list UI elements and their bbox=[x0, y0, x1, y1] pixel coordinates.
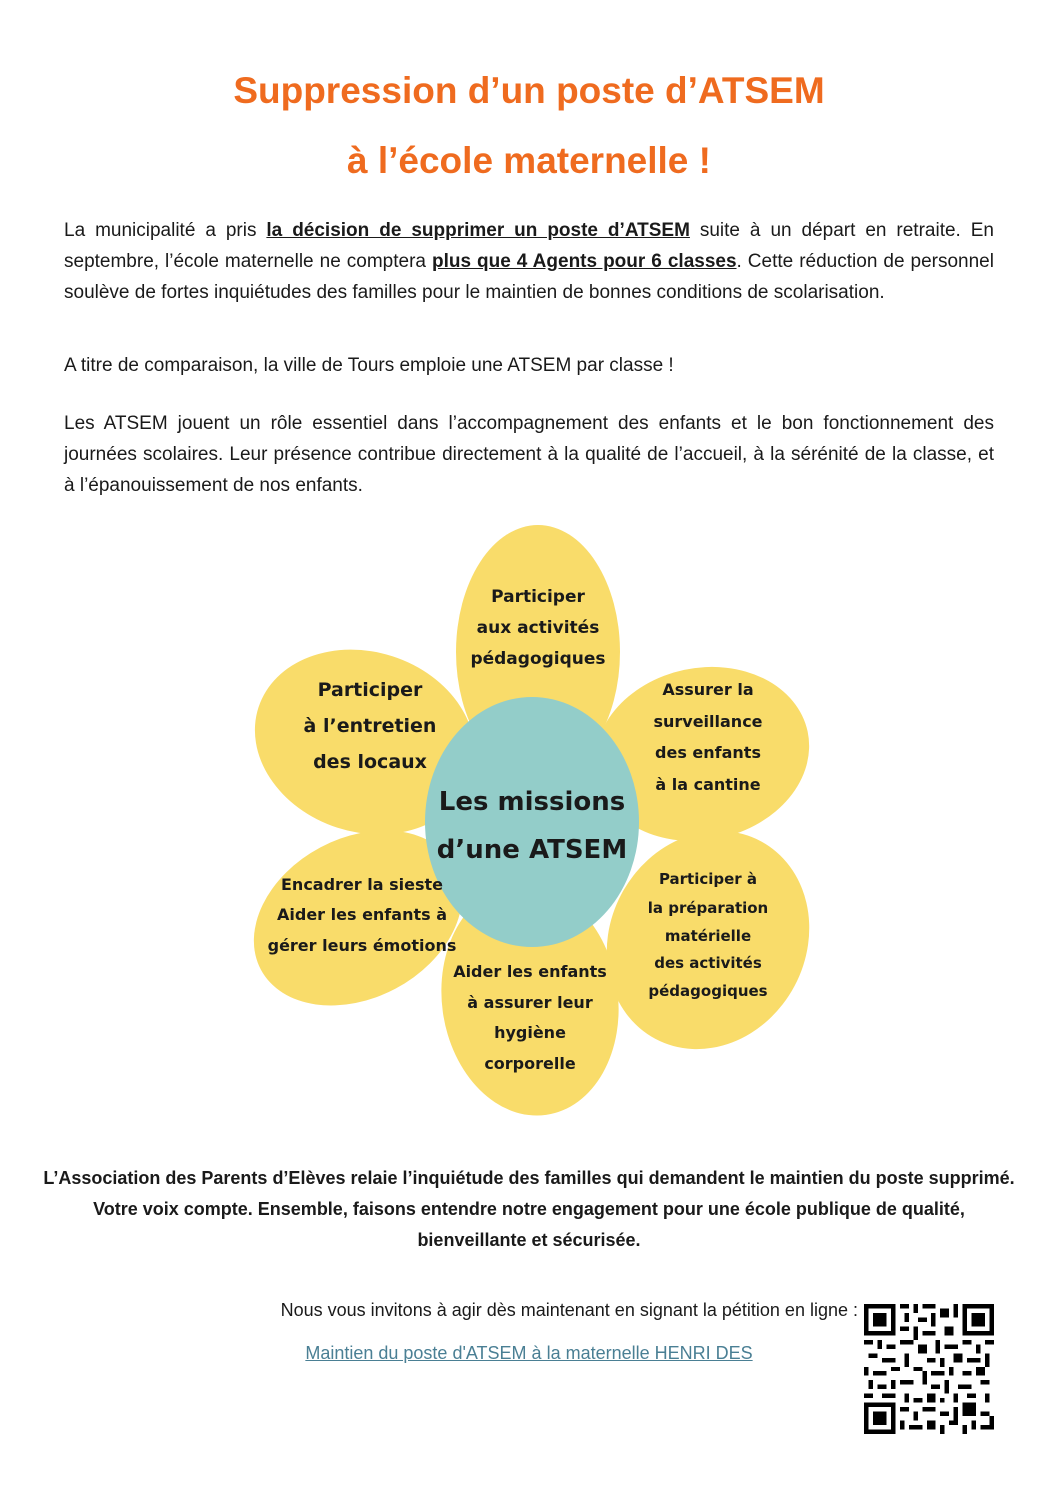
association-statement: L’Association des Parents d’Elèves relaie l’inquiétude des familles qui demandent le maintien du poste supprimé. Votre voix compte. Ensemble, faisons entendre notre engagement pour une école publique de qualité, bienveillante et sécurisée. bbox=[43, 1168, 1015, 1250]
petal-top-text-2: aux activités bbox=[476, 618, 600, 638]
petition-invitation: Nous vous invitons à agir dès maintenant en signant la pétition en ligne : bbox=[280, 1300, 858, 1320]
petal-bottom-right-text-5: pédagogiques bbox=[648, 982, 768, 1000]
petal-top-text-1: Participer bbox=[491, 587, 585, 607]
center-title-line-1: Les missions bbox=[438, 787, 626, 817]
center-title-line-2: d’une ATSEM bbox=[436, 835, 628, 865]
intro-text-3: . Cette réduction de personnel soulève de fortes inquiétudes des familles pour le maintien de bonnes conditions de scolarisation. bbox=[64, 251, 994, 303]
page-title-line-2: à l’école maternelle ! bbox=[346, 140, 711, 181]
comparison-paragraph: A titre de comparaison, la ville de Tours emploie une ATSEM par classe ! bbox=[64, 355, 674, 376]
petal-bottom-right-text-3: matérielle bbox=[664, 927, 752, 945]
petal-bottom-right-text-2: la préparation bbox=[647, 899, 769, 917]
petition-link[interactable]: Maintien du poste d'ATSEM à la maternelle HENRI DES bbox=[305, 1343, 753, 1363]
petal-bottom-right-text-1: Participer à bbox=[658, 870, 758, 888]
petal-bottom-right-text-4: des activités bbox=[654, 954, 762, 972]
petal-top-right-text-4: à la cantine bbox=[655, 775, 761, 794]
petition-qr-code[interactable] bbox=[864, 1304, 994, 1434]
petal-top-left-text-2: à l’entretien bbox=[303, 715, 437, 737]
petal-bottom-text-3: hygiène bbox=[494, 1023, 566, 1042]
petal-bottom-text-1: Aider les enfants bbox=[453, 962, 607, 981]
intro-paragraph bbox=[64, 215, 994, 308]
missions-flower-diagram bbox=[240, 522, 820, 1122]
petal-bottom-left-text-3: gérer leurs émotions bbox=[267, 936, 457, 955]
petal-top-text-3: pédagogiques bbox=[470, 649, 606, 669]
petal-bottom-text-2: à assurer leur bbox=[467, 993, 593, 1012]
intro-text-2: suite à un départ en retraite. En septembre, l’école maternelle ne comptera bbox=[64, 220, 994, 272]
page-title-line-1: Suppression d’un poste d’ATSEM bbox=[233, 70, 825, 111]
flower-center bbox=[425, 697, 639, 947]
petal-top-left-text-3: des locaux bbox=[313, 751, 427, 773]
intro-highlight-decision: la décision de supprimer un poste d’ATSEM bbox=[266, 220, 690, 241]
petal-bottom-left-text-1: Encadrer la sieste bbox=[281, 875, 443, 894]
petal-top-right-text-2: surveillance bbox=[653, 712, 763, 731]
role-paragraph: Les ATSEM jouent un rôle essentiel dans l’accompagnement des enfants et le bon fonctionnement des journées scolaires. Leur présence contribue directement à la qualité de l’accueil, à la sérénité de la classe, et à l’épanouissement de nos enfants. bbox=[64, 413, 994, 496]
intro-text-1: La municipalité a pris bbox=[64, 220, 267, 241]
petal-top-right-text-3: des enfants bbox=[655, 743, 761, 762]
intro-highlight-agents: plus que 4 Agents pour 6 classes bbox=[431, 251, 737, 272]
petal-top-left-text-1: Participer bbox=[317, 679, 423, 701]
petal-bottom-left-text-2: Aider les enfants à bbox=[277, 905, 447, 924]
petal-bottom-text-4: corporelle bbox=[484, 1054, 576, 1073]
petal-top-right-text-1: Assurer la bbox=[662, 680, 754, 699]
